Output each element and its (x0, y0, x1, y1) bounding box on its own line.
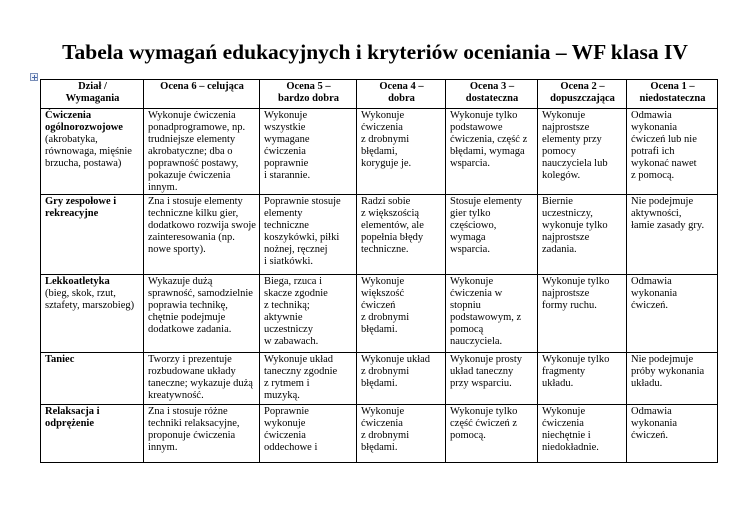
grade-1-cell: Odmawia wykonania ćwiczeń lub nie potrafi ich wykonać nawet z pomocą. (627, 109, 718, 195)
row-section-name: Gry zespołowe i rekreacyjne (45, 196, 117, 219)
grade-3-cell: Wykonuje ćwiczenia w stopniu podstawowym, z pomocą nauczyciela. (446, 275, 538, 353)
header-cell-grade-5: Ocena 5 – bardzo dobra (260, 80, 357, 109)
grade-2-cell: Biernie uczestniczy, wykonuje tylko najprostsze zadania. (538, 195, 627, 275)
table-move-handle-icon[interactable] (30, 73, 38, 81)
row-section-name: Ćwiczenia ogólnorozwojowe (45, 110, 123, 133)
row-header-cell (41, 405, 144, 463)
grade-6-cell: Wykazuje dużą sprawność, samodzielnie poprawia technikę, chętnie podejmuje dodatkowe zadania. (144, 275, 260, 353)
header-cell-grade-2: Ocena 2 – dopuszczająca (538, 80, 627, 109)
grade-2-cell: Wykonuje najprostsze elementy przy pomocy nauczyciela lub kolegów. (538, 109, 627, 195)
table-row (41, 405, 718, 463)
row-section-name: Lekkoatletyka (45, 276, 110, 287)
row-section-name: Relaksacja i odprężenie (45, 406, 100, 429)
grade-6-cell: Zna i stosuje różne techniki relaksacyjne, proponuje ćwiczenia innym. (144, 405, 260, 463)
row-header-cell (41, 353, 144, 405)
header-cell-grade-1: Ocena 1 – niedostateczna (627, 80, 718, 109)
grade-3-cell: Wykonuje prosty układ taneczny przy wsparciu. (446, 353, 538, 405)
grade-2-cell: Wykonuje tylko fragmenty układu. (538, 353, 627, 405)
table-row (41, 195, 718, 275)
document-title: Tabela wymagań edukacyjnych i kryteriów oceniania – WF klasa IV (62, 40, 688, 64)
grade-3-cell: Wykonuje tylko część ćwiczeń z pomocą. (446, 405, 538, 463)
header-cell-grade-4: Ocena 4 – dobra (357, 80, 446, 109)
grade-3-cell: Wykonuje tylko podstawowe ćwiczenia, część z błędami, wymaga wsparcia. (446, 109, 538, 195)
header-cell-grade-6: Ocena 6 – celująca (144, 80, 260, 109)
grade-5-cell: Biega, rzuca i skacze zgodnie z techniką; aktywnie uczestniczy w zabawach. (260, 275, 357, 353)
grade-1-cell: Nie podejmuje aktywności, łamie zasady gry. (627, 195, 718, 275)
grade-5-cell: Wykonuje układ taneczny zgodnie z rytmem i muzyką. (260, 353, 357, 405)
row-header-cell (41, 275, 144, 353)
grade-4-cell: Wykonuje większość ćwiczeń z drobnymi błędami. (357, 275, 446, 353)
header-cell-section: Dział / Wymagania (41, 80, 144, 109)
table-row (41, 275, 718, 353)
row-section-detail: (akrobatyka, równowaga, mięśnie brzucha, postawa) (45, 134, 132, 169)
grade-1-cell: Odmawia wykonania ćwiczeń. (627, 405, 718, 463)
grade-5-cell: Poprawnie wykonuje ćwiczenia oddechowe i (260, 405, 357, 463)
row-section-detail: (bieg, skok, rzut, sztafety, marszobieg) (45, 288, 135, 311)
table-row (41, 353, 718, 405)
grade-4-cell: Wykonuje układ z drobnymi błędami. (357, 353, 446, 405)
table-row (41, 109, 718, 195)
grade-6-cell: Zna i stosuje elementy techniczne kilku gier, dodatkowo rozwija swoje zainteresowania (np. nowe sporty). (144, 195, 260, 275)
grade-4-cell: Radzi sobie z większością elementów, ale popełnia błędy techniczne. (357, 195, 446, 275)
row-header-cell (41, 195, 144, 275)
grade-1-cell: Nie podejmuje próby wykonania układu. (627, 353, 718, 405)
grade-4-cell: Wykonuje ćwiczenia z drobnymi błędami. (357, 405, 446, 463)
grade-2-cell: Wykonuje ćwiczenia niechętnie i niedokładnie. (538, 405, 627, 463)
row-header-cell (41, 109, 144, 195)
grade-6-cell: Tworzy i prezentuje rozbudowane układy taneczne; wykazuje dużą kreatywność. (144, 353, 260, 405)
grade-4-cell: Wykonuje ćwiczenia z drobnymi błędami, koryguje je. (357, 109, 446, 195)
header-row (41, 80, 718, 109)
row-section-name: Taniec (45, 354, 75, 365)
grade-1-cell: Odmawia wykonania ćwiczeń. (627, 275, 718, 353)
header-cell-grade-3: Ocena 3 – dostateczna (446, 80, 538, 109)
grade-2-cell: Wykonuje tylko najprostsze formy ruchu. (538, 275, 627, 353)
requirements-table (40, 79, 718, 463)
grade-5-cell: Wykonuje wszystkie wymagane ćwiczenia poprawnie i starannie. (260, 109, 357, 195)
grade-5-cell: Poprawnie stosuje elementy techniczne koszykówki, piłki nożnej, ręcznej i siatkówki. (260, 195, 357, 275)
grade-6-cell: Wykonuje ćwiczenia ponadprogramowe, np. trudniejsze elementy akrobatyczne; dba o poprawność postawy, pokazuje ćwiczenia innym. (144, 109, 260, 195)
grade-3-cell: Stosuje elementy gier tylko częściowo, wymaga wsparcia. (446, 195, 538, 275)
